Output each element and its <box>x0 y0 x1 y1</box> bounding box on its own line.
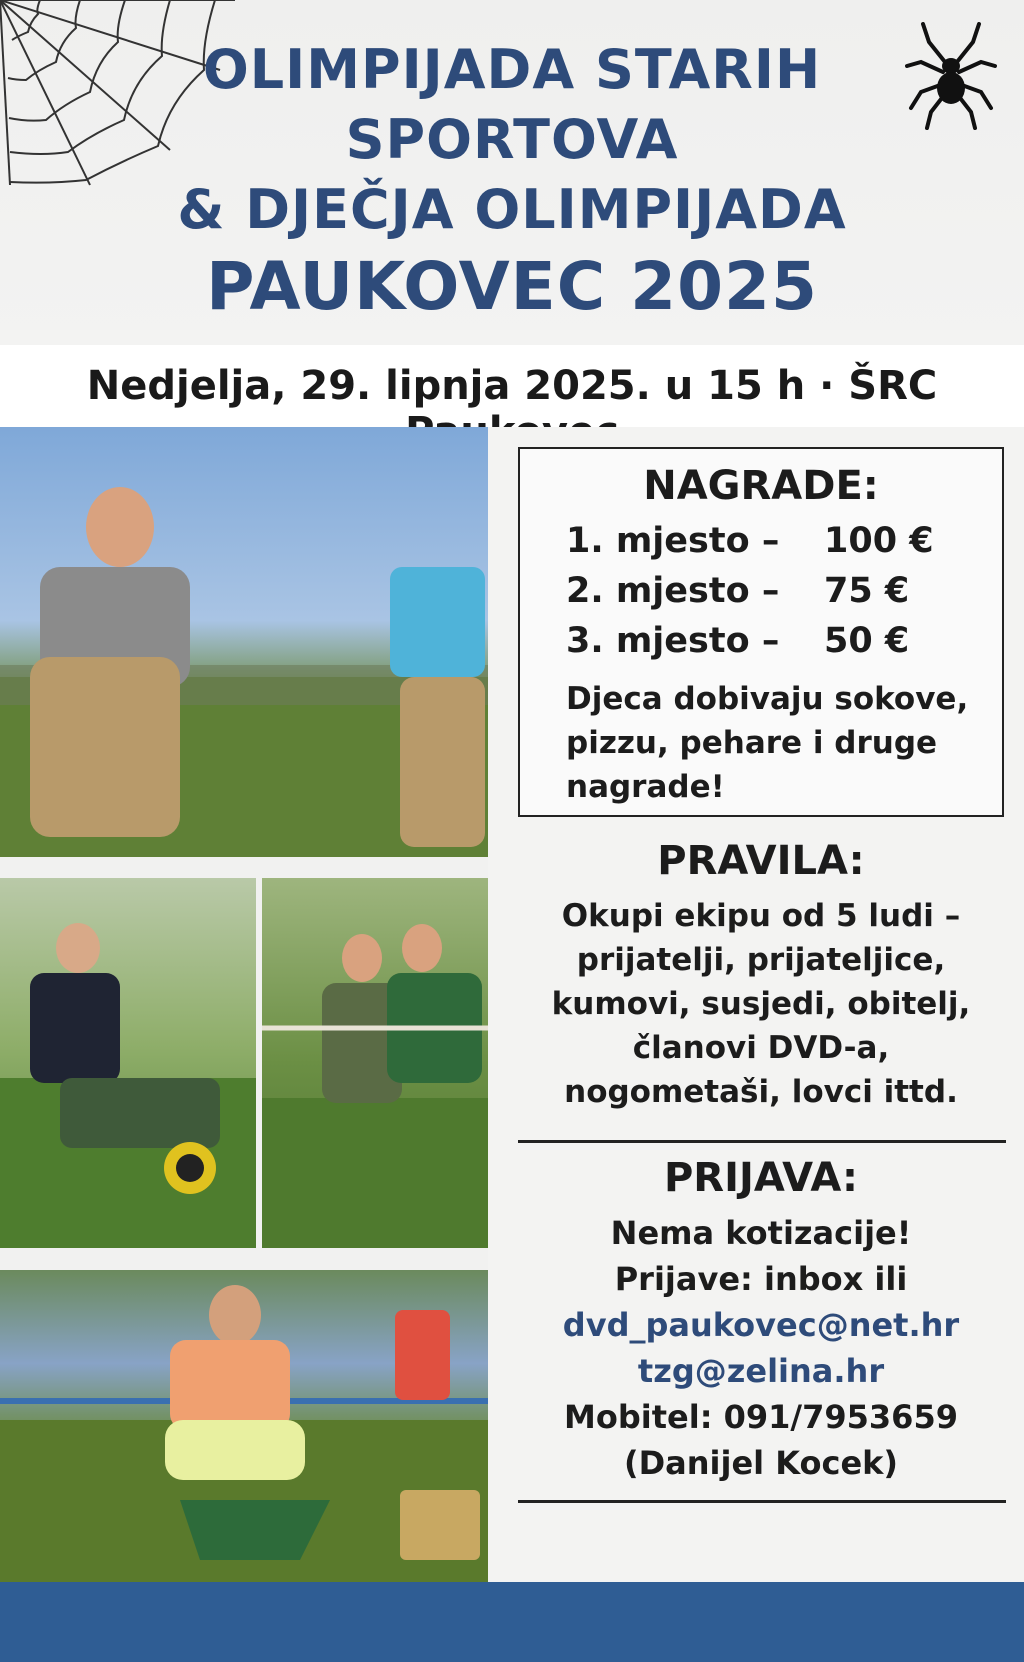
divider <box>518 1500 1006 1503</box>
kids-prizes-note: Djeca dobivaju sokove, pizzu, pehare i druge nagrade! <box>566 681 969 805</box>
photo-sack-race <box>0 427 488 857</box>
rules-title: PRAVILA: <box>657 838 865 884</box>
phone-number: Mobitel: 091/7953659 <box>564 1398 958 1436</box>
rules-text <box>518 894 1004 1114</box>
title-line-4: PAUKOVEC 2025 <box>206 248 818 325</box>
prize-amount: 100 € <box>824 521 934 561</box>
divider <box>518 1140 1006 1143</box>
photo-wheelbarrow-kids <box>0 878 256 1248</box>
rules-line: članovi DVD-a, <box>632 1030 890 1066</box>
photo-wheelbarrow-race <box>0 1270 488 1582</box>
title-line-3: & DJEČJA OLIMPIJADA <box>177 178 847 241</box>
rules-line: Okupi ekipu od 5 ludi – <box>561 898 961 934</box>
prize-place: 1. mjesto – <box>566 521 780 561</box>
prize-place: 3. mjesto – <box>566 621 780 661</box>
date-bar <box>0 345 1024 427</box>
prize-place: 2. mjesto – <box>566 571 780 611</box>
title-line-1: OLIMPIJADA STARIH <box>202 38 822 101</box>
header <box>0 0 1024 345</box>
prizes-box <box>518 447 1004 817</box>
rules-line: kumovi, susjedi, obitelj, <box>551 986 971 1022</box>
rules-line: prijatelji, prijateljice, <box>576 942 946 978</box>
no-fee-text: Nema kotizacije! <box>610 1214 912 1252</box>
prizes-title: NAGRADE: <box>643 463 879 509</box>
registration-how: Prijave: inbox ili <box>614 1260 908 1298</box>
title-line-2: SPORTOVA <box>345 108 679 171</box>
rules-line: nogometaši, lovci ittd. <box>564 1074 958 1110</box>
contact-name: (Danijel Kocek) <box>623 1444 899 1482</box>
prize-amount: 75 € <box>824 571 910 611</box>
event-date-location: Nedjelja, 29. lipnja 2025. u 15 h · ŠRC <box>86 363 938 409</box>
photo-tug-of-war <box>262 878 488 1248</box>
prize-amount: 50 € <box>824 621 910 661</box>
footer-bar <box>0 1582 1024 1662</box>
email-link-dvd[interactable]: dvd_paukovec@net.hr <box>562 1306 960 1344</box>
registration-title: PRIJAVA: <box>663 1155 859 1201</box>
email-link-tzg[interactable]: tzg@zelina.hr <box>637 1352 885 1390</box>
